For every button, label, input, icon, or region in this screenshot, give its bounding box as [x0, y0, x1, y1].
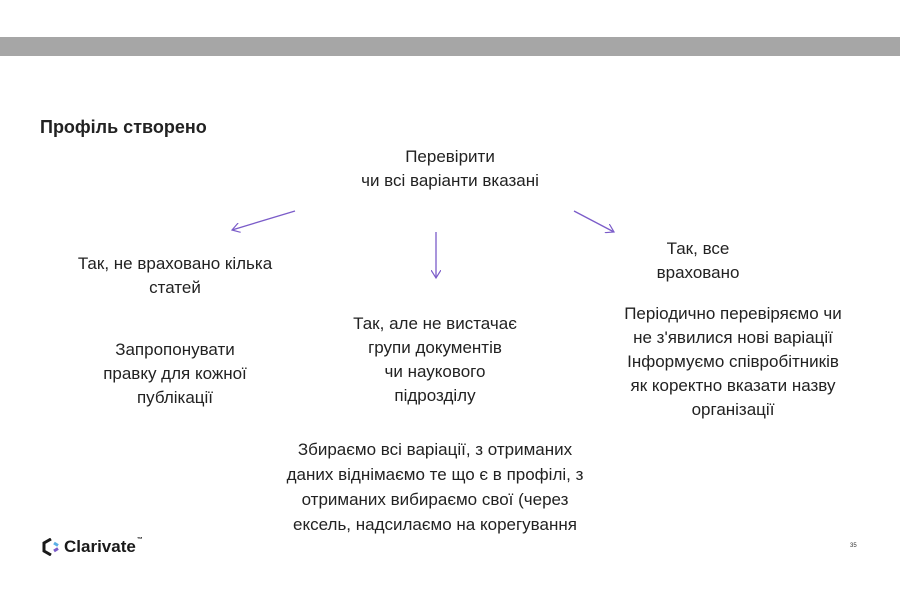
branch-action-middle: Збираємо всі варіації, з отриманих даних віднімаємо те що є в профілі, з отриманих вибираємо свої (через ексель, надсилаємо на корегування [286, 440, 584, 534]
clarivate-logo [42, 536, 143, 558]
branch-condition-middle: Так, але не вистачає групи документів чи наукового підрозділу [353, 314, 517, 405]
root-line: чи всі варіанти вказані [361, 171, 539, 190]
arrow-right [574, 211, 614, 232]
branch-action-right: Періодично перевіряємо чи не з'явилися нові варіації Інформуємо співробітників як коректно вказати назву організації [624, 304, 842, 419]
page-number: 35 [850, 543, 857, 549]
branch-action-left: Запропонувати правку для кожної публікації [103, 340, 247, 407]
arrow-left [232, 211, 295, 230]
logo-text: Clarivate™ [64, 537, 143, 556]
root-line: Перевірити [405, 147, 495, 166]
branch-condition-left: Так, не враховано кілька статей [77, 254, 273, 297]
slide-title: Профіль створено [40, 117, 207, 137]
branch-condition-right: Так, все враховано [656, 239, 740, 282]
clarivate-logo-icon [42, 538, 60, 556]
